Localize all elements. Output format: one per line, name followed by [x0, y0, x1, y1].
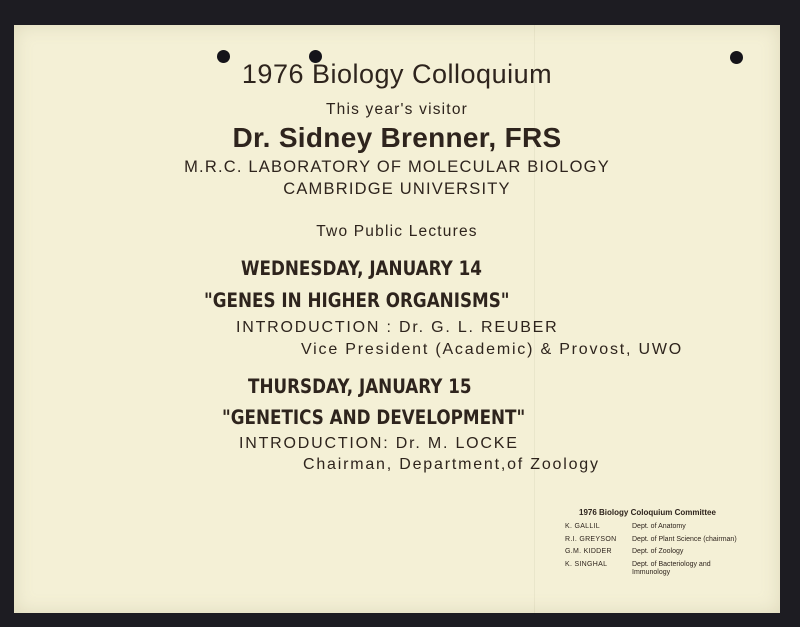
member-name: K. SINGHAL	[565, 560, 608, 568]
lecture-2-date: THURSDAY, JANUARY 15	[248, 375, 472, 398]
poster-title: 1976 Biology Colloquium	[241, 59, 553, 89]
committee-block	[565, 508, 775, 582]
member-name: G.M. KIDDER	[565, 548, 612, 555]
committee-member	[565, 548, 775, 557]
affiliation-line-2: CAMBRIDGE UNIVERSITY	[283, 180, 511, 198]
speaker-name: Dr. Sidney Brenner, FRS	[232, 122, 562, 153]
member-dept: Dept. of Bacteriology and Immunology	[632, 560, 711, 576]
committee-member	[565, 523, 775, 532]
lecture-1-date: WEDNESDAY, JANUARY 14	[241, 257, 482, 280]
member-dept: Dept. of Zoology	[632, 548, 684, 555]
lectures-heading: Two Public Lectures	[316, 223, 478, 240]
visitor-intro: This year's visitor	[325, 101, 469, 118]
lecture-2-title: "GENETICS AND DEVELOPMENT"	[222, 406, 526, 429]
lecture-1-introducer-role: Vice President (Academic) & Provost, UWO	[301, 341, 684, 358]
member-dept: Dept. of Anatomy	[632, 523, 686, 530]
poster-sheet	[14, 25, 780, 613]
member-name: R.I. GREYSON	[565, 535, 617, 543]
committee-member	[565, 561, 775, 578]
lecture-2-introducer-role: Chairman, Department,of Zoology	[303, 456, 600, 473]
member-dept: Dept. of Plant Science (chairman)	[632, 535, 737, 543]
lecture-1-title: "GENES IN HIGHER ORGANISMS"	[204, 289, 510, 312]
lecture-2-introduction: INTRODUCTION: Dr. M. LOCKE	[239, 435, 519, 452]
committee-member	[565, 536, 775, 545]
member-name: K. GALLIL	[565, 523, 600, 530]
lecture-1-introduction: INTRODUCTION : Dr. G. L. REUBER	[236, 319, 559, 336]
affiliation-line-1: M.R.C. LABORATORY OF MOLECULAR BIOLOGY	[184, 158, 610, 176]
committee-heading: 1976 Biology Coloquium Committee	[579, 508, 716, 517]
